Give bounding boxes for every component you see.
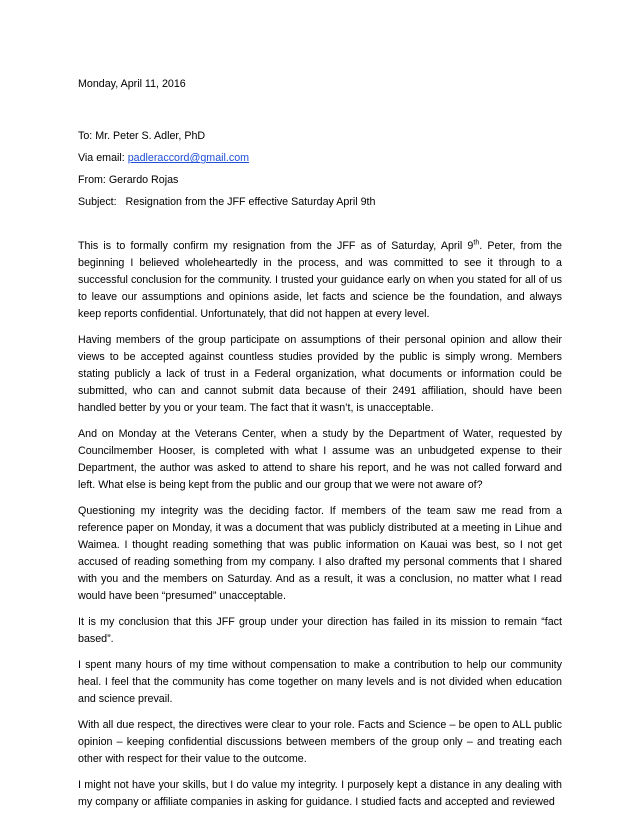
paragraph-2: Having members of the group participate on assumptions of their personal opinion and allow their views to be accepted against countless studies provided by the public is simply wrong. Members stating publicly a lack of trust in a Federal organization, what documents or information could be submitted, who can and cannot submit data because of their 2491 affiliation, should have been handled better by you or your team. The fact that it wasn’t, is unacceptable. [78, 334, 562, 414]
subject-line [78, 194, 562, 211]
paragraph-5: It is my conclusion that this JFF group under your direction has failed in its mission to remain “fact based”. [78, 616, 562, 645]
paragraph-4: Questioning my integrity was the deciding factor. If members of the team saw me read from a reference paper on Monday, it was a document that was publicly distributed at a meeting in Lihue and Waimea. I thought reading something that was public information on Kauai was best, so I not get accused of reading something from my company. I also drafted my personal comments that I shared with you and the members on Saturday. And as a result, it was a conclusion, no matter what I read would have been “presumed” unacceptable. [78, 505, 562, 602]
via-email-label: Via email: [78, 152, 125, 164]
letter-page [78, 76, 562, 820]
paragraph-1 [78, 238, 562, 323]
sender-line: From: Gerardo Rojas [78, 174, 179, 186]
paragraph-1-superscript: th [473, 239, 480, 247]
email-line [78, 150, 562, 167]
paragraph-6: I spent many hours of my time without compensation to make a contribution to help our community heal. I feel that the community has come together on many levels and is not divided when education and science prevail. [78, 659, 562, 705]
letter-date: Monday, April 11, 2016 [78, 78, 186, 90]
paragraph-7: With all due respect, the directives were clear to your role. Facts and Science – be open to ALL public opinion – keeping confidential discussions between members of the group only – and treating each other with respect for their value to the outcome. [78, 719, 562, 765]
email-link[interactable]: padleraccord@gmail.com [127, 152, 250, 164]
paragraph-1-part-a: This is to formally confirm my resignation from the JFF as of Saturday, April 9 [78, 240, 474, 252]
recipient-line: To: Mr. Peter S. Adler, PhD [78, 130, 206, 142]
paragraph-3: And on Monday at the Veterans Center, when a study by the Department of Water, requested by Councilmember Hooser, is completed with what I assume was an unbudgeted expense to their Department, the author was asked to attend to share his report, and he was not called forward and left. What else is being kept from the public and our group that we were not aware of? [78, 428, 562, 491]
paragraph-8: I might not have your skills, but I do value my integrity. I purposely kept a distance in any dealing with my company or affiliate companies in asking for guidance. I studied facts and accepted and reviewed [78, 779, 562, 808]
paragraph-1-part-b: . Peter, from the beginning I believed wholeheartedly in the process, and was committed to see it through to a successful conclusion for the community. I trusted your guidance early on when you stated for all of us to leave our assumptions and opinions aside, let facts and science be the foundation, and always keep reports confidential. Unfortunately, that did not happen at every level. [78, 240, 562, 320]
subject-label: Subject: [78, 196, 117, 208]
subject-text: Resignation from the JFF effective Saturday April 9th [125, 196, 376, 208]
